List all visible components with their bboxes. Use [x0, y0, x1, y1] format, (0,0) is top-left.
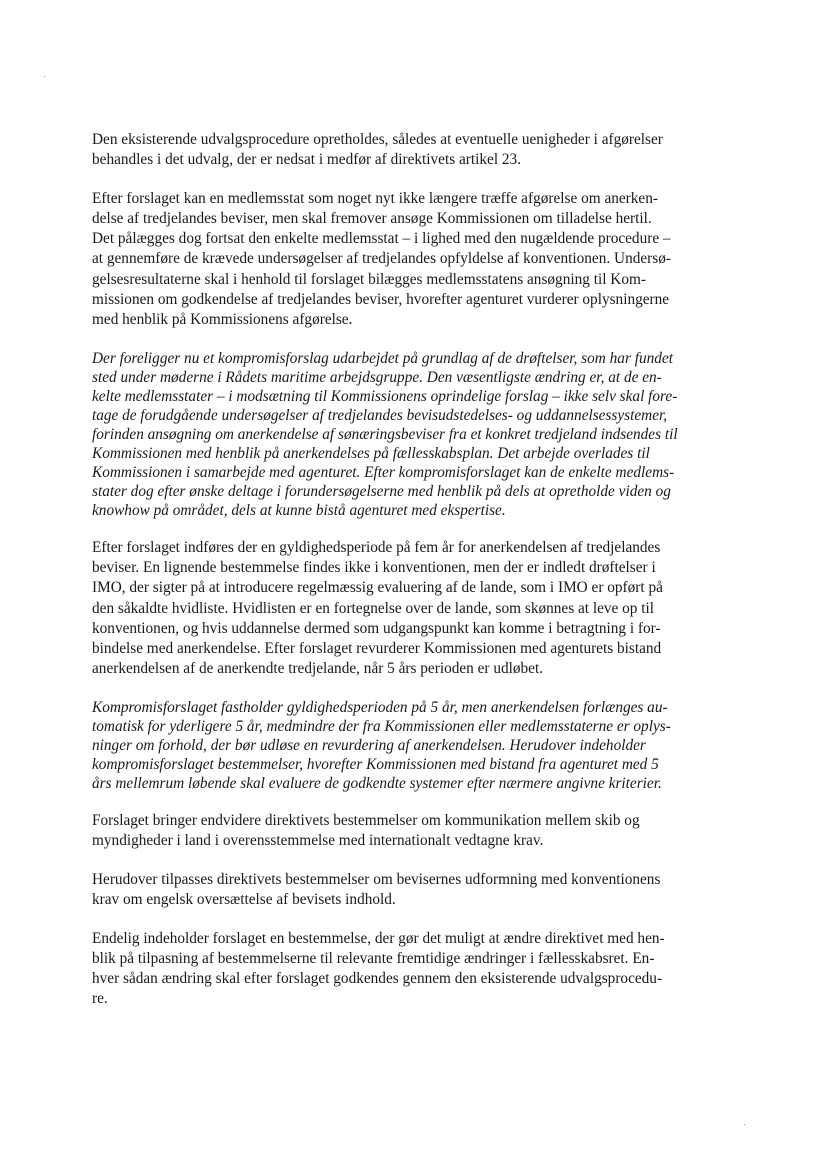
text-line: hver sådan ændring skal efter forslaget godkendes gennem den eksisterende udvalgsprocedu-: [92, 970, 663, 988]
text-line: anerkendelsen af de anerkendte tredjelande, når 5 års perioden er udløbet.: [92, 660, 544, 678]
text-line: den såkaldte hvidliste. Hvidlisten er en fortegnelse over de lande, som skønnes at leve op til: [92, 599, 655, 617]
paragraph-kompromisforslag-gyldighed: [92, 698, 764, 793]
text-line: blik på tilpasning af bestemmelserne til relevante fremtidige ændringer i fællesskabsret. En-: [92, 950, 655, 967]
text-line: konventionen, og hvis uddannelse dermed som udgangspunkt kan komme i betragtning i for-: [92, 619, 661, 637]
text-line: Herudover tilpasses direktivets bestemmelser om bevisernes udformning med konventionens: [92, 871, 661, 888]
text-line: års mellemrum løbende skal evaluere de godkendte systemer efter nærmere angivne kriterier.: [92, 774, 662, 792]
paragraph-gyldighedsperiode: [92, 538, 764, 679]
scan-speck: [44, 76, 45, 77]
paragraph-kompromisforslag-undersoegelser: [92, 349, 764, 520]
text-line: Forslaget bringer endvidere direktivets bestemmelser om kommunikation mellem skib og: [92, 812, 640, 830]
text-line: behandles i det udvalg, der er nedsat i medfør af direktivets artikel 23.: [92, 151, 522, 169]
text-line: med henblik på Kommissionens afgørelse.: [92, 311, 353, 329]
text-line: knowhow på området, dels at kunne bistå agenturet med ekspertise.: [92, 501, 506, 519]
paragraph-anerkendelse-forslag: [92, 189, 764, 330]
text-line: Endelig indeholder forslaget en bestemmelse, der gør det muligt at ændre direktivet med hen-: [92, 929, 665, 947]
text-line: sted under møderne i Rådets maritime arbejdsgruppe. Den væsentligste ændring er, at de en-: [92, 368, 662, 386]
paragraph-udvalgsprocedure: [92, 130, 764, 170]
text-line: re.: [92, 990, 108, 1008]
text-line: Det pålægges dog fortsat den enkelte medlemsstat – i lighed med den nugældende procedure –: [92, 230, 671, 248]
paragraph-kommunikation: [92, 811, 764, 851]
text-line: kompromisforslaget bestemmelser, hvorefter Kommissionen med bistand fra agenturet med 5: [92, 755, 659, 773]
text-line: Kommissionen i samarbejde med agenturet. Efter kompromisforslaget kan de enkelte medlems-: [92, 463, 675, 481]
text-line: delse af tredjelandes beviser, men skal fremover ansøge Kommissionen om tilladelse hertil.: [92, 210, 652, 227]
text-line: missionen om godkendelse af tredjelandes beviser, hvorefter agenturet vurderer oplysningerne: [92, 290, 670, 308]
text-line: at gennemføre de krævede undersøgelser af tredjelandes opfyldelse af konventionen. Undersø-: [92, 250, 671, 268]
text-line: Den eksisterende udvalgsprocedure opretholdes, således at eventuelle uenigheder i afgørelser: [92, 131, 663, 148]
text-line: gelsesresultaterne skal i henhold til forslaget bilægges medlemsstatens ansøgning til Kom-: [92, 270, 646, 288]
scan-speck: [744, 1124, 745, 1125]
paragraph-aendring-direktiv: [92, 929, 764, 1010]
text-line: ninger om forhold, der bør udløse en revurdering af anerkendelsen. Herudover indeholder: [92, 736, 646, 754]
text-line: beviser. En lignende bestemmelse findes ikke i konventionen, men der er indledt drøftelser i: [92, 559, 656, 577]
document-body: [92, 130, 764, 1028]
text-line: krav om engelsk oversættelse af bevisets indhold.: [92, 891, 396, 909]
text-line: Kommissionen med henblik på anerkendelses på fællesskabsplan. Det arbejde overlades til: [92, 444, 650, 462]
text-line: kelte medlemsstater – i modsætning til Kommissionens oprindelige forslag – ikke selv skal fore-: [92, 387, 678, 405]
text-line: tage de forudgående undersøgelser af tredjelandes bevisudstedelses- og uddannelsessystemer,: [92, 406, 668, 424]
text-line: Der foreligger nu et kompromisforslag udarbejdet på grundlag af de drøftelser, som har fundet: [92, 349, 673, 367]
text-line: tomatisk for yderligere 5 år, medmindre der fra Kommissionen eller medlemsstaterne er oplys-: [92, 717, 671, 735]
text-line: Kompromisforslaget fastholder gyldighedsperioden på 5 år, men anerkendelsen forlænges au-: [92, 698, 668, 716]
text-line: forinden ansøgning om anerkendelse af sønæringsbeviser fra et konkret tredjeland indsendes til: [92, 425, 678, 443]
text-line: Efter forslaget kan en medlemsstat som noget nyt ikke længere træffe afgørelse om anerken-: [92, 189, 658, 207]
text-line: Efter forslaget indføres der en gyldighedsperiode på fem år for anerkendelsen af tredjelandes: [92, 539, 661, 556]
paragraph-bevisernes-udformning: [92, 870, 764, 910]
text-line: IMO, der sigter på at introducere regelmæssig evaluering af de lande, som i IMO er opført på: [92, 579, 663, 597]
text-line: bindelse med anerkendelse. Efter forslaget revurderer Kommissionen med agenturets bistand: [92, 640, 662, 658]
text-line: myndigheder i land i overensstemmelse med internationalt vedtagne krav.: [92, 832, 544, 850]
text-line: stater dog efter ønske deltage i forundersøgelserne med henblik på dels at opretholde viden og: [92, 482, 671, 500]
